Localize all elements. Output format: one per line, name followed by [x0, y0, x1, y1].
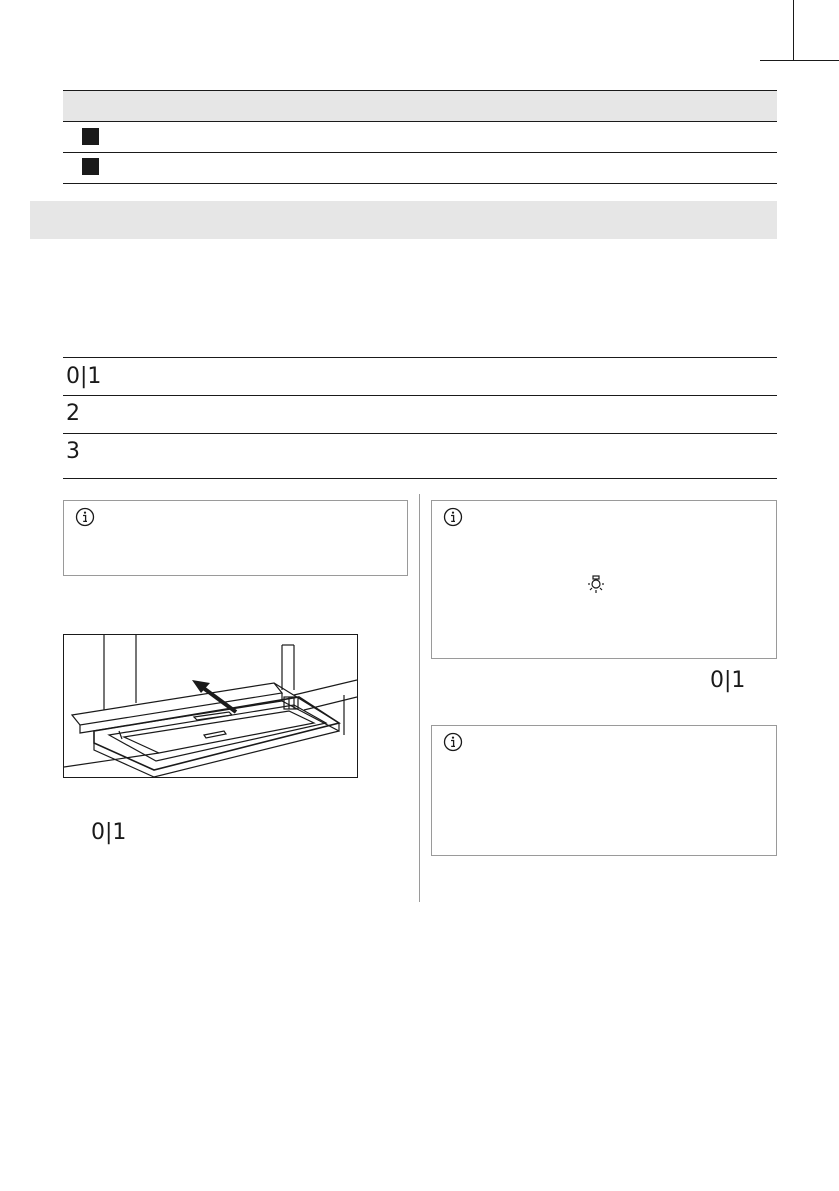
- light-bulb-icon: [585, 574, 607, 596]
- crop-mark: [760, 60, 839, 61]
- info-icon: [443, 732, 463, 752]
- filled-square-marker: [82, 128, 99, 145]
- control-symbol-3: 3: [66, 439, 80, 464]
- table-divider: [63, 183, 777, 184]
- control-symbol-on-off: 0|1: [66, 364, 102, 389]
- table-divider: [63, 121, 777, 122]
- info-icon: [75, 507, 95, 527]
- section-header-bar: [30, 201, 777, 239]
- table-divider: [63, 433, 777, 434]
- table-divider: [63, 395, 777, 396]
- info-note-right-1: [431, 500, 777, 659]
- on-off-symbol: 0|1: [710, 668, 746, 693]
- control-symbol-2: 2: [66, 401, 80, 426]
- info-note-left: [63, 500, 408, 576]
- crop-mark: [793, 0, 794, 60]
- table-divider: [63, 152, 777, 153]
- column-divider: [419, 494, 420, 902]
- table-divider: [63, 478, 777, 479]
- on-off-symbol: 0|1: [91, 820, 127, 845]
- top-table-header: [63, 90, 777, 122]
- info-note-right-2: [431, 725, 777, 856]
- info-icon: [443, 507, 463, 527]
- filled-square-marker: [82, 158, 99, 175]
- extractor-hood-pull-out-illustration: [63, 634, 358, 778]
- table-divider: [63, 357, 777, 358]
